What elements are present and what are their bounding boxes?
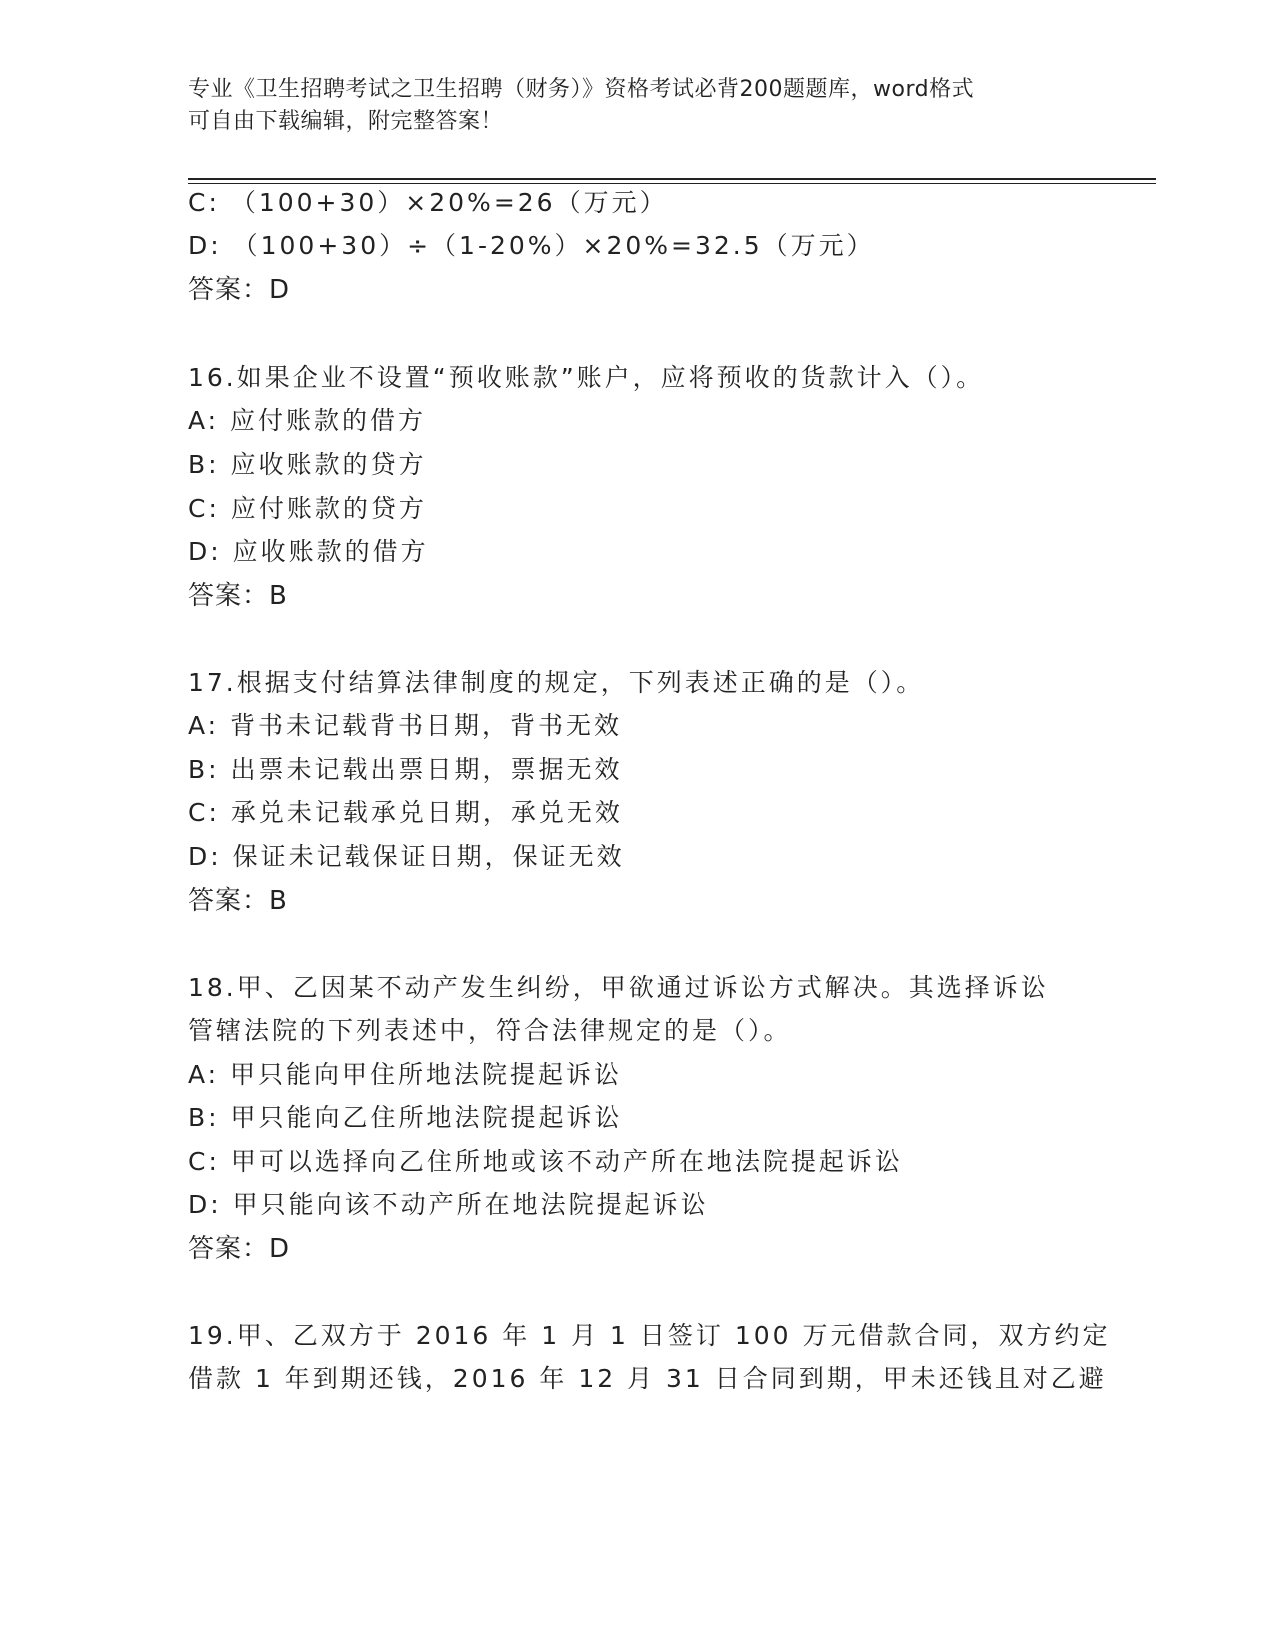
q16-option-a: A: 应付账款的借方 [188,406,427,435]
q18-option-d: D: 甲只能向该不动产所在地法院提起诉讼 [188,1190,709,1219]
document-header [188,74,1068,138]
prev-question-answer: 答案：D [188,275,291,305]
q17-option-d: D: 保证未记载保证日期，保证无效 [188,842,625,871]
q18-stem-line-2: 管辖法院的下列表述中，符合法律规定的是（）。 [188,1016,792,1045]
q17-stem: 17.根据支付结算法律制度的规定，下列表述正确的是（）。 [188,668,925,697]
q16-option-c: C: 应付账款的贷方 [188,494,427,523]
q17-option-c: C: 承兑未记载承兑日期，承兑无效 [188,798,623,827]
header-divider-thin [188,183,1156,184]
q18-option-c: C: 甲可以选择向乙住所地或该不动产所在地法院提起诉讼 [188,1147,903,1176]
q18-answer: 答案：D [188,1234,291,1264]
q18-option-a: A: 甲只能向甲住所地法院提起诉讼 [188,1060,623,1089]
q18-stem-line-1: 18.甲、乙因某不动产发生纠纷，甲欲通过诉讼方式解决。其选择诉讼 [188,973,1049,1002]
q16-answer: 答案：B [188,581,288,611]
q17-option-b: B: 出票未记载出票日期，票据无效 [188,755,623,784]
q16-stem: 16.如果企业不设置“预收账款”账户，应将预收的货款计入（）。 [188,363,985,392]
prev-question-option-c: C: （100+30）×20%=26（万元） [188,188,668,217]
header-divider-thick [188,178,1156,180]
header-title-line-2: 可自由下载编辑，附完整答案！ [188,109,504,134]
q16-option-b: B: 应收账款的贷方 [188,450,427,479]
prev-question-option-d: D: （100+30）÷（1-20%）×20%=32.5（万元） [188,231,875,260]
q16-option-d: D: 应收账款的借方 [188,537,429,566]
q19-stem-line-1: 19.甲、乙双方于 2016 年 1 月 1 日签订 100 万元借款合同，双方约定 [188,1321,1111,1350]
q18-option-b: B: 甲只能向乙住所地法院提起诉讼 [188,1103,623,1132]
header-title-line-1: 专业《卫生招聘考试之卫生招聘（财务）》资格考试必背200题题库，word格式 [188,77,975,102]
q17-option-a: A: 背书未记载背书日期，背书无效 [188,711,623,740]
q17-answer: 答案：B [188,886,288,916]
q19-stem-line-2: 借款 1 年到期还钱，2016 年 12 月 31 日合同到期，甲未还钱且对乙避 [188,1364,1107,1393]
